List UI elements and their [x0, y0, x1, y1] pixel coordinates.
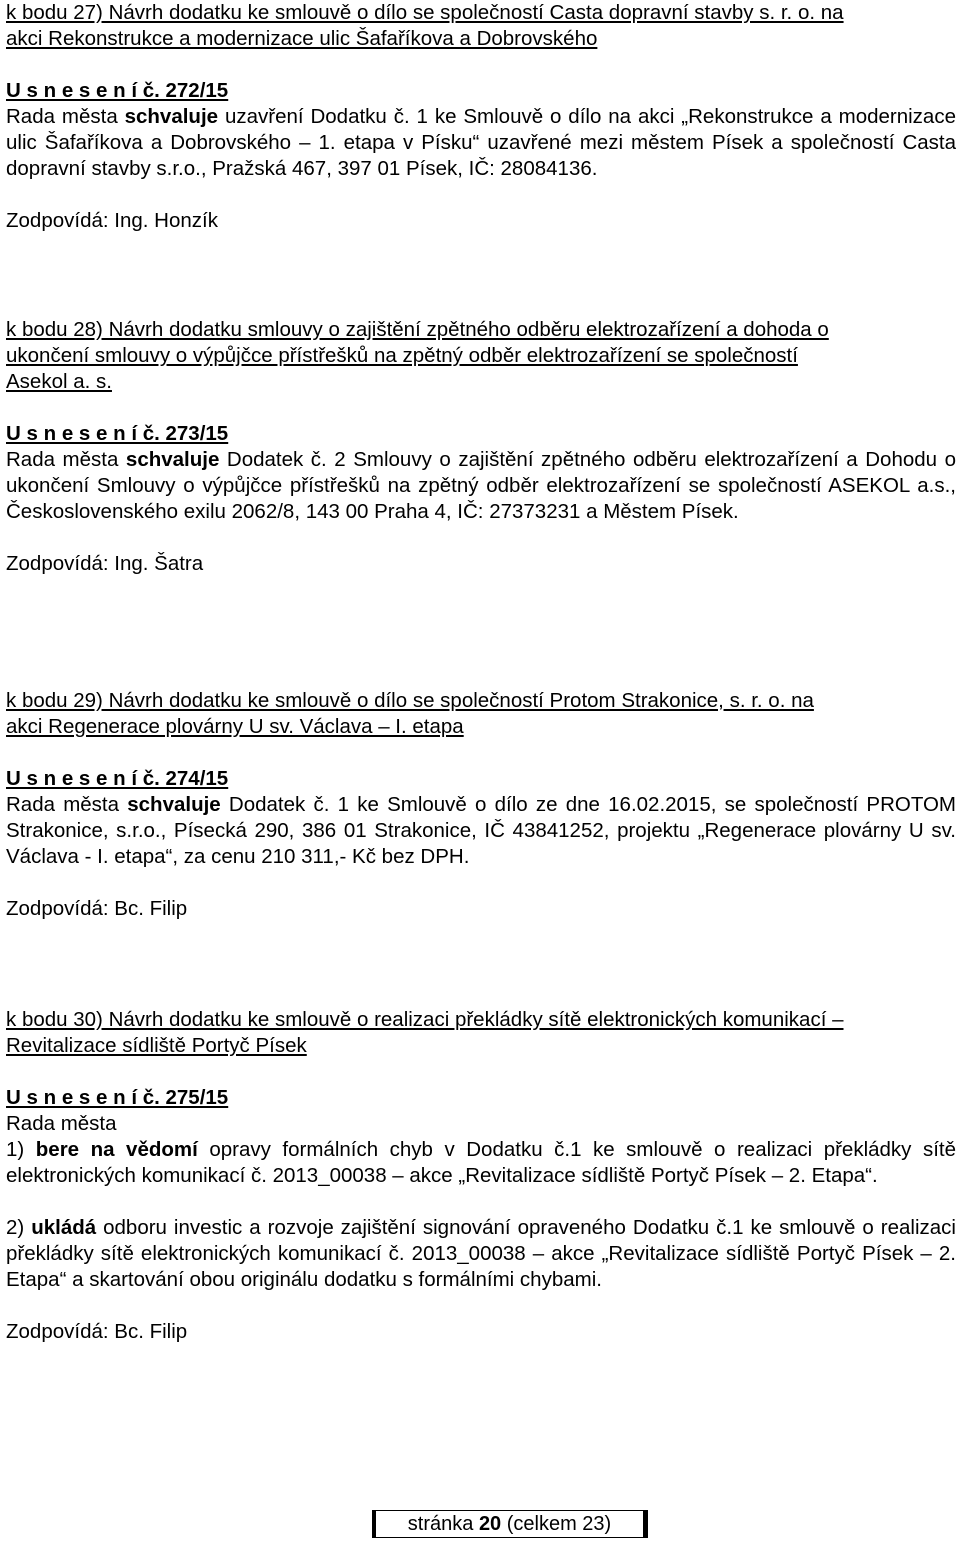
agenda-item-30 — [6, 1007, 956, 1345]
resolution-intro: Rada města — [6, 1112, 117, 1135]
resolution-label: U s n e s e n í č. 272/15 — [6, 79, 229, 102]
resolution-text: Rada města schvaluje uzavření Dodatku č. 1 ke Smlouvě o dílo na akci „Rekonstrukce a modernizace ulic Šafaříkova a Dobrovského – 1. etapa v Písku“ uzavřené mezi městem Písek a společností Casta dopravní stavby s.r.o., Pražská 467, 397 01 Písek, IČ: 28084136. — [6, 105, 956, 180]
item-heading-line: k bodu 30) Návrh dodatku ke smlouvě o realizaci překládky sítě elektronických komunikací – — [6, 1008, 844, 1031]
resolution-point-1: 1) bere na vědomí opravy formálních chyb v Dodatku č.1 ke smlouvě o realizaci překládky sítě elektronických komunikací č. 2013_00038 – akce „Revitalizace sídliště Portyč Písek – 2. Etapa“. — [6, 1138, 956, 1187]
item-heading-line: ukončení smlouvy o výpůjčce přístřešků na zpětný odběr elektrozařízení se společností — [6, 344, 798, 367]
resolution-text: Rada města schvaluje Dodatek č. 1 ke Smlouvě o dílo ze dne 16.02.2015, se společností PROTOM Strakonice, s.r.o., Písecká 290, 386 01 Strakonice, IČ 43841252, projektu „Regenerace plovárny U sv. Václava - I. etapa“, za cenu 210 311,- Kč bez DPH. — [6, 793, 956, 868]
resolution-point-2: 2) ukládá odboru investic a rozvoje zajištění signování opraveného Dodatku č.1 ke smlouvě o realizaci překládky sítě elektronických komunikací č. 2013_00038 – akce „Revitalizace sídliště Portyč Písek – 2. Etapa“ a skartování obou originálu dodatku s formálními chybami. — [6, 1216, 956, 1291]
item-heading-line: k bodu 28) Návrh dodatku smlouvy o zajištění zpětného odběru elektrozařízení a dohoda o — [6, 318, 829, 341]
item-heading-line: Revitalizace sídliště Portyč Písek — [6, 1034, 307, 1057]
item-heading-line: k bodu 29) Návrh dodatku ke smlouvě o dílo se společností Protom Strakonice, s. r. o. na — [6, 689, 814, 712]
item-heading-line: akci Regenerace plovárny U sv. Václava – I. etapa — [6, 715, 464, 738]
resolution-label: U s n e s e n í č. 273/15 — [6, 422, 229, 445]
responsible-person: Zodpovídá: Bc. Filip — [6, 1320, 188, 1343]
agenda-item-28 — [6, 317, 956, 577]
item-heading-line: Asekol a. s. — [6, 370, 112, 393]
item-heading-line: k bodu 27) Návrh dodatku ke smlouvě o dílo se společností Casta dopravní stavby s. r. o. na — [6, 1, 844, 24]
agenda-item-29 — [6, 688, 956, 922]
responsible-person: Zodpovídá: Ing. Šatra — [6, 552, 204, 575]
item-heading-line: akci Rekonstrukce a modernizace ulic Šafaříkova a Dobrovského — [6, 27, 598, 50]
responsible-person: Zodpovídá: Bc. Filip — [6, 897, 188, 920]
page-number: 20 — [478, 1513, 502, 1535]
page-footer: stránka 20 (celkem 23) — [372, 1510, 648, 1538]
resolution-label: U s n e s e n í č. 274/15 — [6, 767, 229, 790]
resolution-label: U s n e s e n í č. 275/15 — [6, 1086, 229, 1109]
resolution-text: Rada města schvaluje Dodatek č. 2 Smlouvy o zajištění zpětného odběru elektrozařízení a Dohodu o ukončení Smlouvy o výpůjčce přístřešků na zpětný odběr elektrozařízení se společností ASEKOL a.s., Československého exilu 2062/8, 143 00 Praha 4, IČ: 27373231 a Městem Písek. — [6, 448, 956, 523]
responsible-person: Zodpovídá: Ing. Honzík — [6, 209, 218, 232]
agenda-item-27 — [6, 0, 956, 234]
